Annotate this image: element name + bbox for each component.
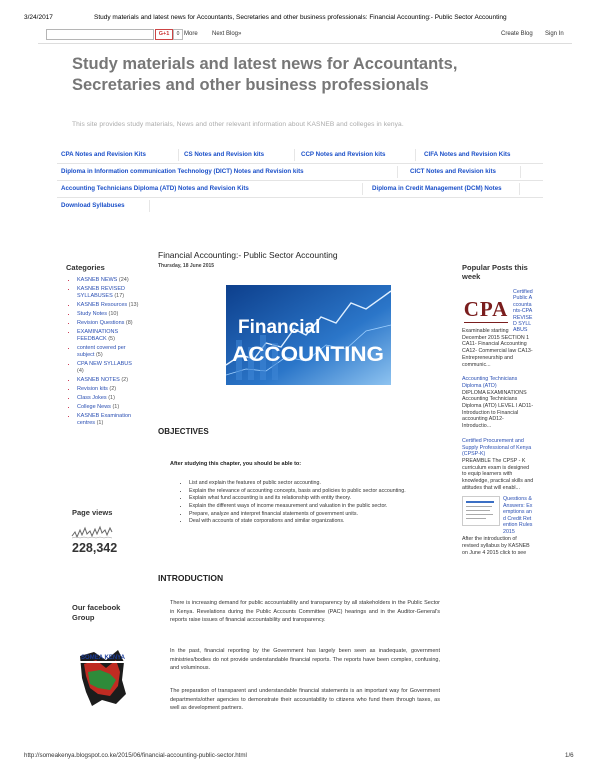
objective-item: • Deal with accounts of state corporations and similar organizations. xyxy=(189,518,449,525)
cpa-logo-text: CPA xyxy=(463,296,509,321)
category-count: (8) xyxy=(125,320,133,326)
post-date: Thursday, 18 June 2015 xyxy=(158,263,215,269)
category-count: (1) xyxy=(108,395,115,401)
category-count: (24) xyxy=(118,277,129,283)
blogger-navbar xyxy=(38,28,572,42)
category-item[interactable] xyxy=(77,311,140,318)
category-label[interactable]: Revision kits xyxy=(77,386,108,392)
category-label[interactable]: CPA NEW SYLLABUS xyxy=(77,361,132,367)
tab-download-syllabuses[interactable]: Download Syllabuses xyxy=(61,202,125,209)
page-url: http://someakenya.blogspot.co.ke/2015/06/financial-accounting-public-sector.html xyxy=(24,752,247,759)
tab-atd[interactable]: Accounting Technicians Diploma (ATD) Notes and Revision Kits xyxy=(61,185,249,192)
tab-divider xyxy=(149,200,150,212)
objective-item: • Explain what fund accounting is and its relationship with entity theory. xyxy=(189,495,449,502)
category-item[interactable] xyxy=(77,404,140,411)
plus-count: 0 xyxy=(173,29,183,40)
book-line1: Financial xyxy=(238,317,321,338)
categories-heading: Categories xyxy=(66,263,105,272)
cpa-logo-underline xyxy=(464,322,508,323)
page-views-sparkline xyxy=(72,522,112,540)
tab-divider xyxy=(519,183,520,195)
blog-description: This site provides study materials, News and other relevant information about KASNEB and colleges in kenya. xyxy=(72,121,404,128)
tab-divider xyxy=(397,166,398,178)
popular-post-link[interactable]: Certified Procurement and Supply Professional of Kenya (CPSP-K) xyxy=(462,437,532,458)
tab-cpa[interactable]: CPA Notes and Revision Kits xyxy=(61,151,146,158)
popular-post-4 xyxy=(462,496,534,536)
category-label[interactable]: EXAMINATIONS FEEDBACK xyxy=(77,329,119,342)
category-item[interactable] xyxy=(77,395,140,402)
objective-item: • Explain the relevance of accounting concepts, basis and policies to public sector accounting. xyxy=(189,488,449,495)
category-label[interactable]: KASNEB REVISED SYLLABUSES xyxy=(77,286,125,299)
more-link[interactable]: More xyxy=(184,31,198,37)
category-count: (5) xyxy=(95,352,103,358)
print-date: 3/24/2017 xyxy=(24,14,53,21)
book-line2: ACCOUNTING xyxy=(232,343,384,366)
print-header xyxy=(0,0,600,22)
blog-title[interactable]: Study materials and latest news for Accountants, Secretaries and other business professionals xyxy=(72,55,458,94)
popular-post-link[interactable]: Accounting Technicians Diploma (ATD) xyxy=(462,376,518,389)
financial-accounting-image xyxy=(226,285,391,385)
popular-post-thumbnail[interactable] xyxy=(462,496,500,526)
category-count: (1) xyxy=(112,404,120,410)
category-item[interactable] xyxy=(77,386,140,393)
category-label[interactable]: KASNEB NOTES xyxy=(77,377,120,383)
popular-posts-heading: Popular Posts this week xyxy=(462,263,528,281)
navbar-divider xyxy=(38,43,572,44)
popular-post-link[interactable]: Questions & Answers: Exemptions and Credit Retention Rules 2015 xyxy=(503,496,533,535)
category-count: (5) xyxy=(108,336,115,342)
category-label[interactable]: KASNEB Resources xyxy=(77,302,128,308)
category-label[interactable]: KASNEB NEWS xyxy=(77,277,118,283)
objective-item: • Prepare, analyze and interpret financial statements of government units. xyxy=(189,511,449,518)
category-count: (13) xyxy=(128,302,139,308)
after-studying-text: After studying this chapter, you should be able to: xyxy=(170,461,302,467)
category-label[interactable]: content covered per subject xyxy=(77,345,126,358)
popular-post-link[interactable]: Certified Public Accountants-CPA REVISED SYLLABUS xyxy=(513,289,533,334)
category-item[interactable] xyxy=(77,345,140,359)
popular-post-1 xyxy=(462,289,534,334)
tab-divider xyxy=(178,149,179,161)
tab-row xyxy=(57,147,543,164)
category-item[interactable] xyxy=(77,329,140,343)
category-item[interactable] xyxy=(77,320,140,327)
print-title: Study materials and latest news for Accountants, Secretaries and other business professionals: Financial Accounting:- Public Sector Accounting xyxy=(94,14,507,21)
category-label[interactable]: Revision Questions xyxy=(77,320,125,326)
tab-divider xyxy=(294,149,295,161)
category-label[interactable]: College News xyxy=(77,404,111,410)
popular-post-snippet: DIPLOMA EXAMINATIONS Accounting Technicians Diploma (ATD) LEVEL I AD11- Introduction to Financial accounting AD12- Introductio... xyxy=(462,389,534,430)
facebook-image-text: SOMEA KENYA xyxy=(81,655,125,661)
post-title[interactable]: Financial Accounting:- Public Sector Accounting xyxy=(158,250,338,260)
category-item[interactable] xyxy=(77,361,140,375)
category-item[interactable] xyxy=(77,413,140,427)
popular-post-snippet: Examinable starting December 2015 SECTION 1 CA11- Financial Accounting CA12- Commercial law CA13- Entrepreneurship and communic... xyxy=(462,328,533,368)
next-blog-link[interactable]: Next Blog» xyxy=(212,31,242,37)
search-input[interactable] xyxy=(46,29,154,40)
objectives-list xyxy=(180,480,449,526)
category-count: (17) xyxy=(114,293,125,299)
tab-dict[interactable]: Diploma in Information communication Technology (DICT) Notes and Revision kits xyxy=(61,168,304,175)
popular-post-snippet: After the introduction of revised syllabus by KASNEB on June 4 2015 click to see xyxy=(462,536,530,556)
tab-cict[interactable]: CICT Notes and Revision kits xyxy=(410,168,496,175)
category-count: (10) xyxy=(108,311,119,317)
tab-row xyxy=(57,164,543,181)
tab-row xyxy=(57,198,543,214)
tab-ccp[interactable]: CCP Notes and Revision kits xyxy=(301,151,386,158)
sign-in-link[interactable]: Sign In xyxy=(545,31,564,37)
facebook-group-image[interactable] xyxy=(72,640,134,710)
category-item[interactable] xyxy=(77,377,140,384)
category-count: (2) xyxy=(121,377,129,383)
tab-cs[interactable]: CS Notes and Revision kits xyxy=(184,151,265,158)
intro-paragraph: The preparation of transparent and understandable financial statements is an important way for Government departments/other agencies to demonstrate their accountability to citizens who fund them through taxes, as well as development partners. xyxy=(170,688,440,712)
objective-item: • Explain the different ways of income measurement and valuation in the public sector. xyxy=(189,503,449,510)
introduction-heading: INTRODUCTION xyxy=(158,573,224,583)
right-sidebar xyxy=(462,263,534,557)
page-number: 1/6 xyxy=(565,752,574,759)
categories-list xyxy=(66,277,140,427)
objective-item: • List and explain the features of public sector accounting. xyxy=(189,480,449,487)
tab-dcm[interactable]: Diploma in Credit Management (DCM) Notes xyxy=(372,185,502,192)
intro-paragraph: There is increasing demand for public accountability and transparency by all stakeholders in the Public Sector in Kenya. Revelations during the Public Accounts Committee (PAC) hearings and in the Auditor-General's reports raise issues of financial accountability and transparency. xyxy=(170,600,440,624)
objectives-heading: OBJECTIVES xyxy=(158,427,209,436)
page-views-heading: Page views xyxy=(72,508,113,517)
tab-divider xyxy=(362,183,363,195)
category-label[interactable]: Study Notes xyxy=(77,311,107,317)
category-item[interactable] xyxy=(77,302,140,309)
page-tabs xyxy=(57,147,543,214)
tab-divider xyxy=(520,166,521,178)
create-blog-link[interactable]: Create Blog xyxy=(501,31,533,37)
category-item[interactable] xyxy=(77,277,140,284)
post-date-wrapper xyxy=(158,263,448,269)
left-sidebar xyxy=(66,263,140,429)
category-count: (2) xyxy=(109,386,117,392)
page-views-count: 228,342 xyxy=(72,541,118,555)
category-count: (1) xyxy=(96,420,104,426)
tab-cifa[interactable]: CIFA Notes and Revision Kits xyxy=(424,151,511,158)
tab-divider xyxy=(415,149,416,161)
category-label[interactable]: KASNEB Examination centres xyxy=(77,413,132,426)
tab-row xyxy=(57,181,543,198)
intro-paragraph: In the past, financial reporting by the Government has largely been seen as inadequate, government ministries/bodies do not provide understandable financial reports. The reports have been complex, confusing, and voluminous. xyxy=(170,648,440,672)
category-item[interactable] xyxy=(77,286,140,300)
facebook-heading: Our facebook Group xyxy=(72,603,121,622)
cpa-logo-image[interactable] xyxy=(462,289,510,329)
category-count: (4) xyxy=(77,368,84,374)
category-label[interactable]: Class Jokes xyxy=(77,395,107,401)
google-plus-button[interactable]: G+1 xyxy=(155,29,173,40)
popular-post-snippet: PREAMBLE The CPSP - K curriculum exam is designed to equip learners with knowledge, practical skills and attitudes that will enabl... xyxy=(462,457,534,491)
